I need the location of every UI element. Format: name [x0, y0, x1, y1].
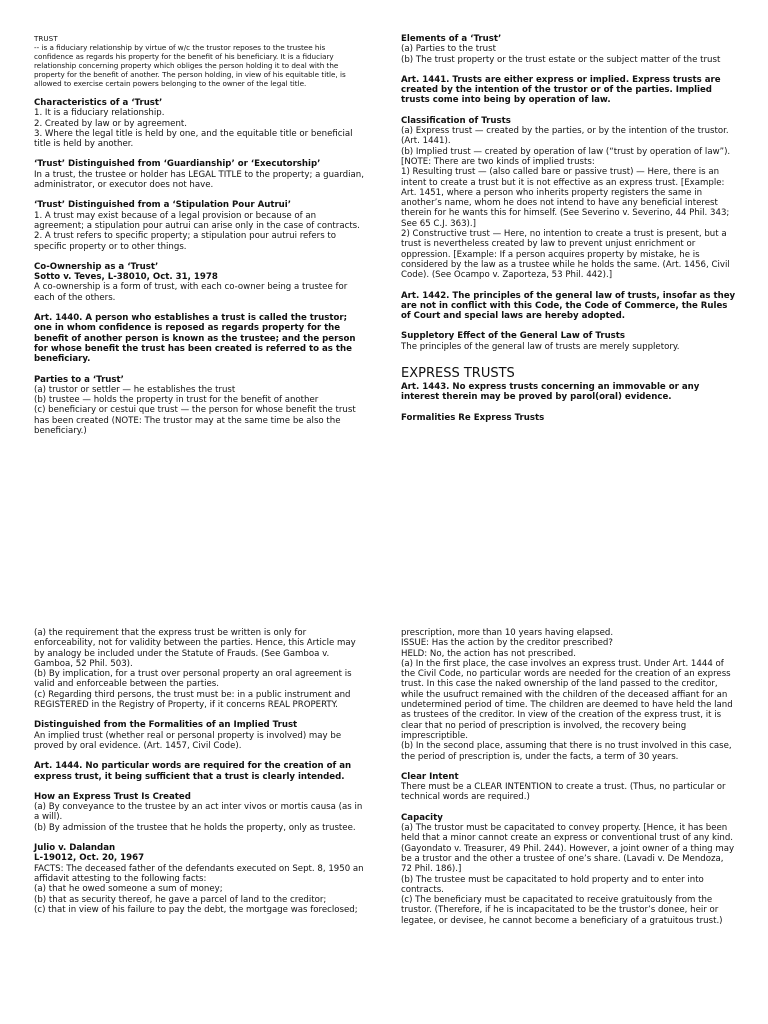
case-title: Julio v. Dalandan — [34, 843, 116, 854]
case-citation: Sotto v. Teves, L-38010, Oct. 31, 1978 — [34, 272, 218, 283]
paragraph: There must be a CLEAR INTENTION to create a trust. (Thus, no particular or technical words are required.) — [401, 782, 726, 803]
paragraph: (b) By admission of the trustee that he holds the property, only as trustee. — [34, 822, 356, 833]
section-heading: Suppletory Effect of the General Law of Trusts — [401, 331, 626, 342]
article-text: Art. 1442. The principles of the general law of trusts, insofar as they are not in conflict with this Code, the Code of Commerce, the Rules of Court and special laws are hereby adopted. — [401, 290, 736, 322]
chapter-heading: EXPRESS TRUSTS — [401, 366, 515, 382]
article-text: Art. 1440. A person who establishes a trust is called the trustor; one in whom confidence is reposed as regards property for the benefit of another person is known as the trustee; and the person for whose benefit the trust has been created is referred to as the beneficiary. — [34, 313, 356, 365]
article-text: Art. 1443. No express trusts concerning an immovable or any interest therein may be proved by parol(oral) evidence. — [401, 382, 700, 403]
paragraph: The principles of the general law of trusts are merely suppletory. — [401, 341, 680, 352]
column-top-right — [401, 34, 736, 423]
paragraph: (a) Express trust — created by the parties, or by the intention of the trustor. (Art. 1441). — [401, 126, 729, 147]
paragraph: prescription, more than 10 years having elapsed. — [401, 628, 614, 638]
section-heading: ‘Trust’ Distinguished from ‘Guardianship’ or ‘Executorship’ — [34, 159, 321, 170]
section-heading: Co-Ownership as a ‘Trust’ — [34, 261, 159, 272]
column-bottom-left — [34, 628, 364, 915]
paragraph: (b) By implication, for a trust over personal property an oral agreement is valid and enforceable between the parties. — [34, 669, 352, 690]
trust-definition: -- is a fiduciary relationship by virtue of w/c the trustor reposes to the trustee his confidence as regards his property for the benefit of his beneficiary. It is a fiduciary relationship concerning property which obliges the person holding it to deal with the property for the benefit of another. The person holding, in view of his equitable title, is allowed to exercise certain powers belonging to the owner of the legal title. — [34, 43, 346, 88]
paragraph: (a) By conveyance to the trustee by an act inter vivos or mortis causa (as in a will). — [34, 802, 363, 823]
paragraph: (a) the requirement that the express trust be written is only for enforceability, not for validity between the parties. Hence, this Article may by analogy be included under the Statute of Frauds. (See Gamboa v. Gamboa, 52 Phil. 503). — [34, 628, 356, 669]
case-citation: L-19012, Oct. 20, 1967 — [34, 853, 145, 864]
paragraph: (a) In the first place, the case involves an express trust. Under Art. 1444 of the Civil Code, no particular words are needed for the creation of an express trust. In this case the naked ownership of the land passed to the creditor, while the usufruct remained with the children of the deceased affiant for an undetermined period of time. The children are deemed to have held the land as trustees of the creditor. In view of the creation of the express trust, it is clear that no period of prescription is involved, the recovery being imprescriptible. — [401, 658, 733, 741]
paragraph: ISSUE: Has the action by the creditor prescribed? — [401, 638, 613, 649]
paragraph: (a) trustor or settler — he establishes the trust — [34, 384, 236, 395]
paragraph: (b) The trust property or the trust estate or the subject matter of the trust — [401, 54, 721, 65]
section-heading: Clear Intent — [401, 771, 459, 782]
paragraph: 2. Created by law or by agreement. — [34, 118, 188, 129]
paragraph: (b) In the second place, assuming that there is no trust involved in this case, the period of prescription is, under the facts, a term of 30 years. — [401, 741, 732, 762]
paragraph: An implied trust (whether real or personal property is involved) may be proved by oral evidence. (Art. 1457, Civil Code). — [34, 730, 342, 751]
paragraph: 2) Constructive trust — Here, no intention to create a trust is present, but a trust is nevertheless created by law to prevent unjust enrichment or oppression. [Example: If a person acquires property by mistake, he is considered by the law as a trustee while he holds the same. (Art. 1456, Civil Code). (See Ocampo v. Zaporteza, 53 Phil. 442).] — [401, 229, 730, 281]
paragraph: (c) The beneficiary must be capacitated to receive gratuitously from the trustor. (Therefore, if he is incapacitated to be the trustor’s donee, heir or legatee, or devisee, he cannot become a beneficiary of a gratuitous trust.) — [401, 895, 723, 926]
section-heading: How an Express Trust Is Created — [34, 791, 191, 802]
column-bottom-right — [401, 628, 736, 926]
section-heading: Characteristics of a ‘Trust’ — [34, 98, 163, 108]
section-heading: Distinguished from the Formalities of an Implied Trust — [34, 720, 298, 731]
article-text: Art. 1441. Trusts are either express or implied. Express trusts are created by the intention of the trustor or of the parties. Implied trusts come into being by operation of law. — [401, 74, 721, 106]
paragraph: 2. A trust refers to specific property; a stipulation pour autrui refers to specific property or to other things. — [34, 231, 337, 252]
paragraph: In a trust, the trustee or holder has LEGAL TITLE to the property; a guardian, administrator, or executor does not have. — [34, 169, 364, 191]
doc-title: TRUST — [34, 34, 58, 43]
paragraph: A co-ownership is a form of trust, with each co-owner being a trustee for each of the others. — [34, 282, 348, 303]
paragraph: (b) trustee — holds the property in trust for the benefit of another — [34, 395, 319, 406]
paragraph: (c) that in view of his failure to pay the debt, the mortgage was foreclosed; — [34, 904, 358, 915]
paragraph: (a) Parties to the trust — [401, 44, 496, 55]
section-heading: Parties to a ‘Trust’ — [34, 374, 124, 385]
paragraph: 1. A trust may exist because of a legal provision or because of an agreement; a stipulation pour autrui can arise only in the case of contracts. — [34, 210, 360, 231]
paragraph: (c) beneficiary or cestui que trust — the person for whose benefit the trust has been created (NOTE: The trustor may at the same time be also the beneficiary.) — [34, 405, 356, 437]
paragraph: 3. Where the legal title is held by one, and the equitable title or beneficial title is held by another. — [34, 128, 353, 150]
paragraph: (c) Regarding third persons, the trust must be: in a public instrument and REGISTERED in the Registry of Property, if it concerns REAL PROPERTY. — [34, 689, 351, 711]
paragraph: 1) Resulting trust — (also called bare or passive trust) — Here, there is an intent to create a trust but it is not effective as an express trust. [Example: Art. 1451, where a person who inherits property registers the same in another’s name, whom he does not intend to have any beneficial interest therein for he wants this for himself. (See Severino v. Severino, 44 Phil. 343; See 65 C.J. 363).] — [401, 167, 730, 229]
column-top-left — [34, 34, 364, 436]
paragraph: (b) Implied trust — created by operation of law (“trust by operation of law”). — [401, 146, 731, 157]
section-heading: Capacity — [401, 812, 443, 823]
paragraph: HELD: No, the action has not prescribed. — [401, 648, 576, 659]
paragraph: (b) The trustee must be capacitated to hold property and to enter into contracts. — [401, 874, 704, 895]
paragraph: (b) that as security thereof, he gave a parcel of land to the creditor; — [34, 894, 327, 905]
paragraph: (a) that he owed someone a sum of money; — [34, 884, 223, 895]
paragraph: 1. It is a fiduciary relationship. — [34, 108, 165, 119]
section-heading: Formalities Re Express Trusts — [401, 412, 545, 423]
article-text: Art. 1444. No particular words are required for the creation of an express trust, it being sufficient that a trust is clearly intended. — [34, 761, 352, 782]
section-heading: ‘Trust’ Distinguished from a ‘Stipulation Pour Autrui’ — [34, 200, 292, 211]
paragraph: (a) The trustor must be capacitated to convey property. [Hence, it has been held that a minor cannot create an express or conventional trust of any kind. (Gayondato v. Treasurer, 49 Phil. 244). However, a joint owner of a thing may be a trustor and the other a trustee of one’s share. (Lavadi v. De Mendoza, 72 Phil. 186).] — [401, 823, 735, 875]
section-heading: Elements of a ‘Trust’ — [401, 34, 502, 44]
section-heading: Classification of Trusts — [401, 115, 511, 126]
paragraph: [NOTE: There are two kinds of implied trusts: — [401, 156, 595, 167]
paragraph: FACTS: The deceased father of the defendants executed on Sept. 8, 1950 an affidavit attesting to the following facts: — [34, 863, 364, 884]
